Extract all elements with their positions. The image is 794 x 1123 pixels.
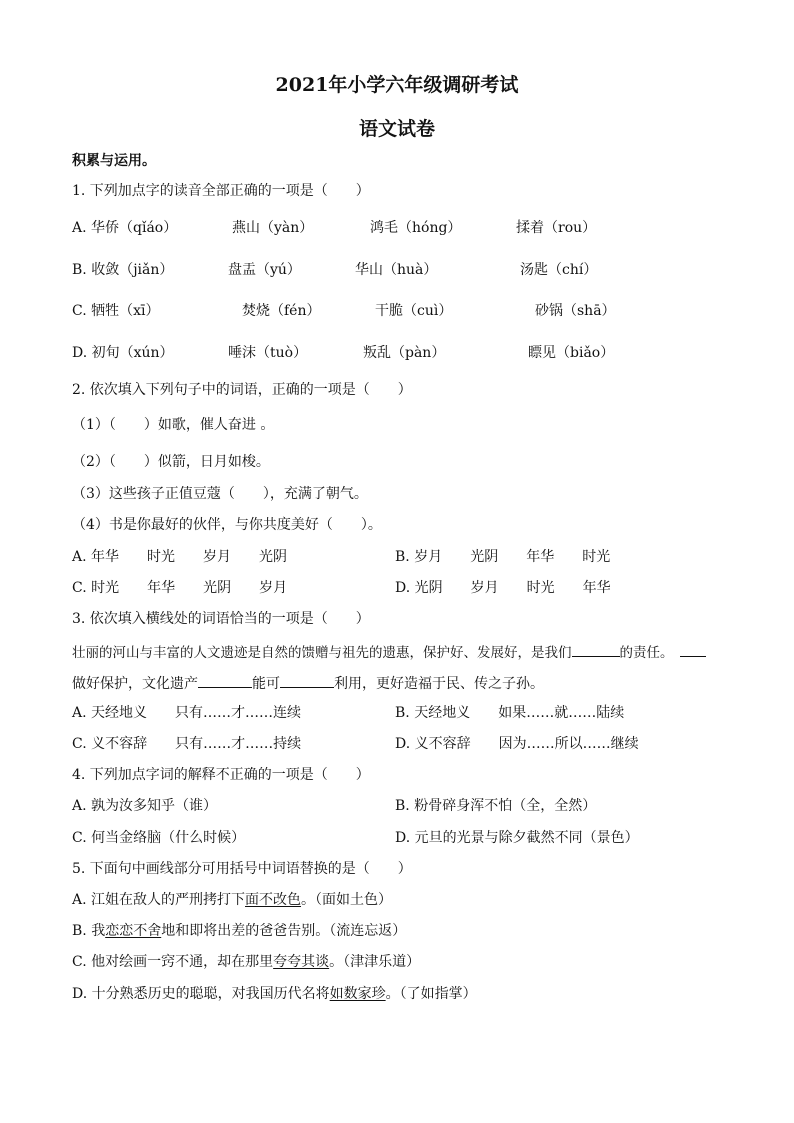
q3-passage-text-1a: 壮丽的河山与丰富的人文遗迹是自然的馈赠与祖先的遗惠，保护好、发展好，是我们 [72, 645, 572, 661]
q3-passage-line-2 [72, 673, 544, 693]
q1-option-b-3: 华山（huà） [355, 262, 438, 278]
q3-passage-text-2a: 做好保护，文化遗产 [72, 676, 198, 692]
q1-option-c-1: C. 牺牲（xī） [72, 303, 160, 319]
q1-option-a-1: A. 华侨（qǐáo） [72, 220, 178, 236]
q5-option-a-pre: A. 江姐在敌人的严刑拷打下 [72, 892, 246, 908]
q5-option-a [72, 891, 392, 909]
q5-option-c [72, 953, 420, 971]
q1-option-b-2: 盘盂（yú） [228, 262, 301, 278]
q2-sentence-4: （4）书是你最好的伙伴，与你共度美好（ ）。 [72, 517, 382, 533]
q1-option-c-4: 砂锅（shā） [535, 303, 616, 319]
q3-passage-text-2b: 能可 [252, 676, 280, 692]
q2-option-a: A. 年华 时光 岁月 光阴 [72, 549, 288, 565]
q5-option-c-post: 。（津津乐道） [329, 954, 421, 970]
q1-option-d-2: 唾沫（tuò） [228, 345, 308, 361]
exam-title: 2021年小学六年级调研考试 [275, 74, 519, 96]
q1-option-c-2: 焚烧（fén） [242, 303, 321, 319]
q1-option-d-1: D. 初旬（xún） [72, 345, 174, 361]
q3-option-c: C. 义不容辞 只有……才……持续 [72, 736, 302, 752]
q4-option-d: D. 元旦的光景与除夕截然不同（景色） [395, 830, 639, 846]
q3-option-b: B. 天经地义 如果……就……陆续 [395, 705, 625, 721]
q3-option-d: D. 义不容辞 因为……所以……继续 [395, 736, 639, 752]
q5-option-b-underlined: 恋恋不舍 [105, 923, 162, 939]
q5-option-d-post: 。（了如指掌） [385, 986, 477, 1002]
q2-sentence-1: （1）（ ）如歌，催人奋进 。 [72, 417, 275, 433]
q5-option-c-pre: C. 他对绘画一窍不通，却在那里 [72, 954, 274, 970]
q1-option-a-3: 鸿毛（hóng） [370, 220, 462, 236]
q3-blank-4 [280, 673, 334, 688]
q5-option-d [72, 985, 477, 1003]
q1-option-b-4: 汤匙（chí） [520, 262, 598, 278]
q2-stem: 2. 依次填入下列句子中的词语，正确的一项是（ ） [72, 382, 412, 398]
q2-option-b: B. 岁月 光阴 年华 时光 [395, 549, 611, 565]
q3-blank-1 [572, 642, 620, 657]
q2-sentence-2: （2）（ ）似箭，日月如梭。 [72, 454, 270, 470]
q3-blank-3 [198, 673, 252, 688]
q1-option-a-2: 燕山（yàn） [232, 220, 314, 236]
q5-option-b-post: 地和即将出差的爸爸告别。（流连忘返） [161, 923, 407, 939]
q5-option-b-pre: B. 我 [72, 923, 106, 939]
q5-stem: 5. 下面句中画线部分可用括号中词语替换的是（ ） [72, 861, 412, 877]
q3-blank-2 [680, 642, 706, 657]
section-heading: 积累与运用。 [72, 153, 156, 169]
q2-option-d: D. 光阴 岁月 时光 年华 [395, 580, 611, 596]
exam-subtitle: 语文试卷 [358, 118, 435, 140]
q5-option-c-underlined: 夸夸其谈 [273, 954, 330, 970]
q1-option-a-4: 揉着（rou） [516, 220, 597, 236]
q3-option-a: A. 天经地义 只有……才……连续 [72, 705, 302, 721]
q1-option-b-1: B. 收敛（jiǎn） [72, 262, 174, 278]
q4-option-c: C. 何当金络脑（什么时候） [72, 830, 246, 846]
q3-passage-text-1b: 的责任。 [619, 645, 674, 661]
q1-stem: 1. 下列加点字的读音全部正确的一项是（ ） [72, 183, 370, 199]
q5-option-a-post: 。（面如土色） [301, 892, 393, 908]
q3-stem: 3. 依次填入横线处的词语恰当的一项是（ ） [72, 611, 370, 627]
q1-option-d-3: 叛乱（pàn） [363, 345, 446, 361]
q5-option-d-underlined: 如数家珍 [329, 986, 386, 1002]
q4-option-a: A. 孰为汝多知乎（谁） [72, 798, 218, 814]
q2-sentence-3: （3）这些孩子正值豆蔻（ ），充满了朝气。 [72, 486, 368, 502]
q1-option-c-3: 干脆（cuì） [375, 303, 453, 319]
q1-option-d-4: 瞟见（biǎo） [528, 345, 615, 361]
q2-option-c: C. 时光 年华 光阴 岁月 [72, 580, 288, 596]
q5-option-b [72, 922, 406, 940]
q3-passage-text-2c: 利用，更好造福于民、传之子孙。 [334, 676, 544, 692]
q3-passage-line-1 [72, 642, 706, 662]
q5-option-d-pre: D. 十分熟悉历史的聪聪，对我国历代名将 [72, 986, 330, 1002]
q4-option-b: B. 粉骨碎身浑不怕（全，全然） [395, 798, 597, 814]
q5-option-a-underlined: 面不改色 [245, 892, 302, 908]
q4-stem: 4. 下列加点字词的解释不正确的一项是（ ） [72, 767, 370, 783]
